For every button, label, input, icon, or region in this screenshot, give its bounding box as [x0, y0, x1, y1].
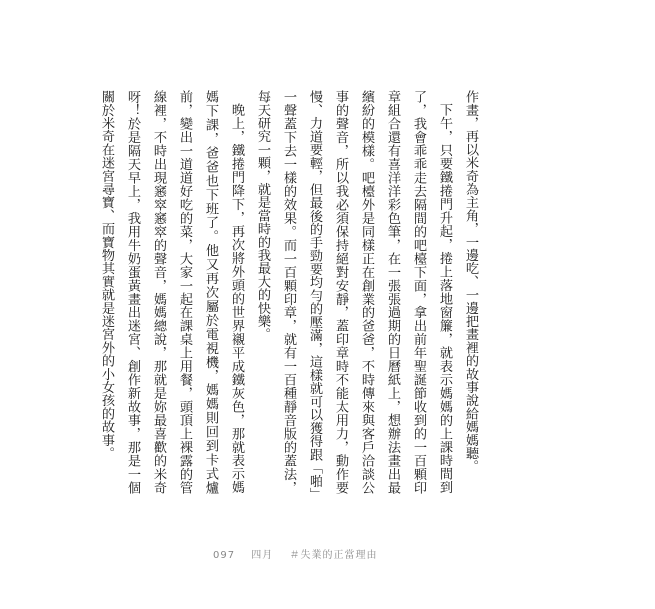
- page-number: 097: [213, 550, 236, 561]
- chapter-label: 四月: [251, 550, 274, 561]
- body-text: [93, 90, 483, 494]
- paragraph: 下午，只要鐵捲門升起，捲上落地窗簾，就表示媽媽的上課時間到了，我會乖乖走去隔間的吧檯下面，拿出前年聖誕節收到的一百顆印章組合還有喜洋洋彩色筆，在一張張過期的日曆紙上，想辦法畫出最繽紛的模樣。吧檯外是同樣正在創業的爸爸，不時傳來與客戶洽談公事的聲音，所以我必須保持絕對安靜，蓋印章時不能太用力，動作要慢、力道要輕，但最後的手勁要均勻的壓滿，這樣就可以獲得跟「啪」一聲蓋下去一樣的效果。而一百顆印章，就有一百種靜音版的蓋法，每天研究一顆，就是當時的我最大的快樂。: [255, 90, 452, 494]
- section-title: ＃失業的正當理由: [289, 550, 378, 561]
- page-footer: [213, 546, 389, 561]
- paragraph: 晚上，鐵捲門降下，再次將外頭的世界襯平成鐵灰色，那就表示媽媽下課，爸爸也下班了。他又再次屬於電視機，媽媽則回到卡式爐前，變出一道道好吃的菜，大家一起在課桌上用餐，頭頂上裸露的管線裡，不時出現窸窣窸窣的聲音，媽媽總說，那就是妳最喜歡的米奇呀！於是隔天早上，我用牛奶蛋黃畫出迷宮、創作新故事，那是一個關於米奇在迷宮尋寶、而寶物其實就是迷宮外的小女孩的故事。: [99, 90, 244, 494]
- paragraph: 作畫，再以米奇為主角，一邊吃、一邊把畫裡的故事說給媽媽聽。: [463, 90, 478, 473]
